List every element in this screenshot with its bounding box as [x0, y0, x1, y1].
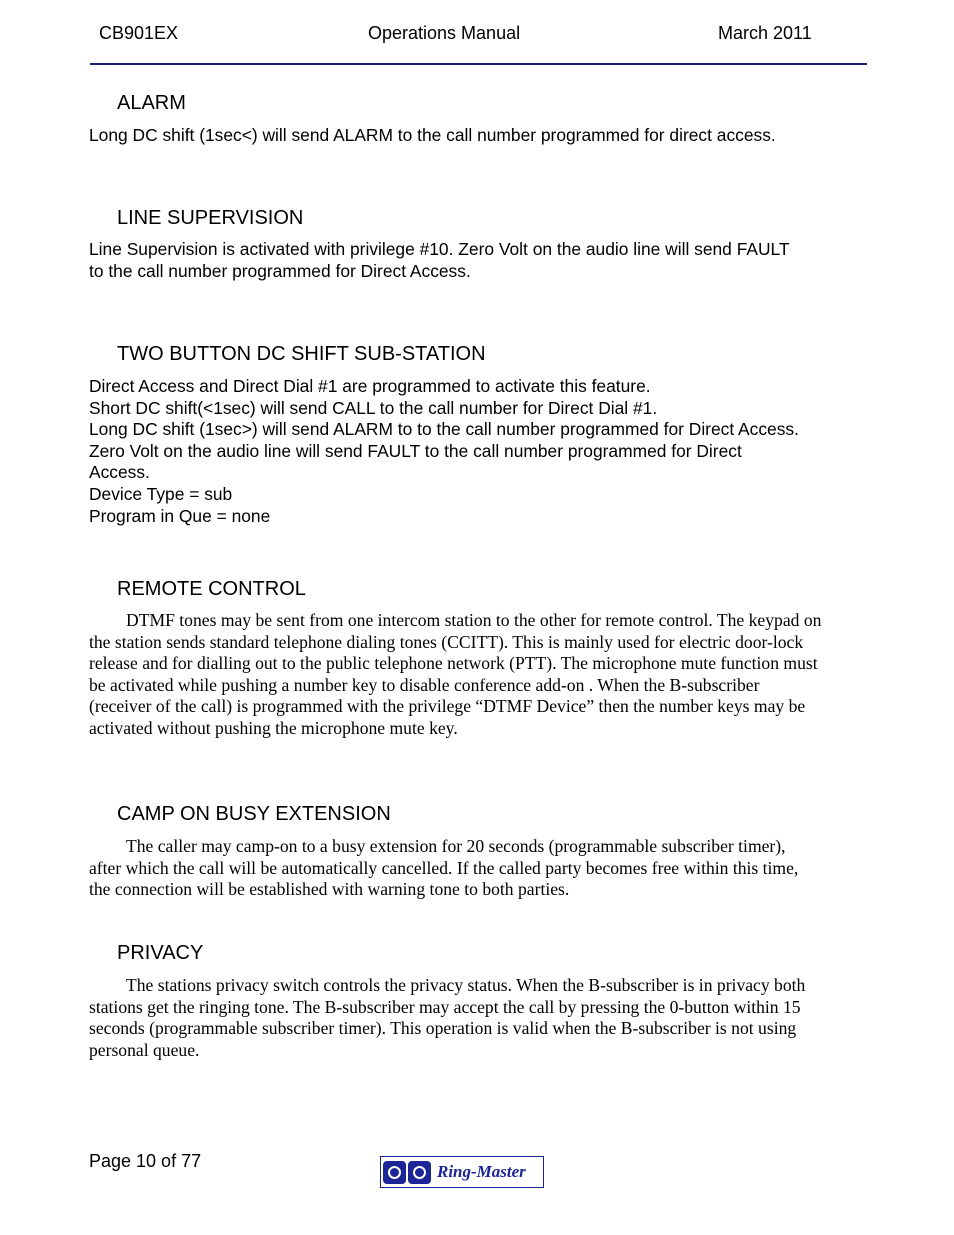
section-body-camp-on [89, 836, 869, 901]
section-heading-alarm: ALARM [117, 92, 186, 114]
header-date: March 2011 [718, 23, 812, 43]
body-line: the station sends standard telephone dialing tones (CCITT). This is mainly used for electric door-lock [89, 631, 804, 652]
section-heading-camp-on: CAMP ON BUSY EXTENSION [117, 803, 391, 825]
body-line: personal queue. [89, 1039, 200, 1060]
section-heading-privacy: PRIVACY [117, 942, 204, 964]
ring-logo-icon [408, 1161, 431, 1184]
body-line: Direct Access and Direct Dial #1 are programmed to activate this feature. [89, 376, 651, 396]
section-heading-two-button: TWO BUTTON DC SHIFT SUB-STATION [117, 343, 486, 365]
body-line: The caller may camp-on to a busy extension for 20 seconds (programmable subscriber timer), [126, 836, 786, 856]
section-body-remote-control [89, 610, 869, 740]
ring-logo-icon [383, 1161, 406, 1184]
body-line: Program in Que = none [89, 505, 271, 526]
page-number: Page 10 of 77 [89, 1151, 202, 1171]
body-line: stations get the ringing tone. The B-subscriber may accept the call by pressing the 0-button within 15 [89, 996, 801, 1017]
header-title: Operations Manual [368, 23, 521, 43]
header-doc-id: CB901EX [99, 23, 179, 43]
body-line: release and for dialling out to the public telephone network (PTT). The microphone mute function must [89, 653, 818, 674]
section-body-two-button [89, 376, 869, 527]
body-line: DTMF tones may be sent from one intercom station to the other for remote control. The keypad on [126, 610, 822, 630]
header-divider [90, 63, 867, 65]
body-line: after which the call will be automatically cancelled. If the called party becomes free within this time, [89, 857, 799, 878]
section-heading-remote-control: REMOTE CONTROL [117, 578, 306, 600]
section-body-privacy [89, 975, 869, 1061]
section-heading-line-supervision: LINE SUPERVISION [117, 207, 304, 229]
body-line: Access. [89, 462, 150, 483]
section-body-alarm [89, 125, 869, 147]
body-line: Device Type = sub [89, 483, 233, 504]
logo-text: Ring-Master [437, 1162, 526, 1181]
section-body-line-supervision [89, 239, 869, 282]
body-line: Long DC shift (1sec<) will send ALARM to the call number programmed for direct access. [89, 125, 776, 145]
body-line: Zero Volt on the audio line will send FAULT to the call number programmed for Direct [89, 440, 742, 461]
body-line: be activated while pushing a number key to disable conference add-on . When the B-subscriber [89, 674, 760, 695]
body-line: (receiver of the call) is programmed with the privilege “DTMF Device” then the number keys may be [89, 696, 806, 717]
body-line: the connection will be established with warning tone to both parties. [89, 879, 570, 900]
body-line: Short DC shift(<1sec) will send CALL to the call number for Direct Dial #1. [89, 397, 658, 418]
body-line: The stations privacy switch controls the privacy status. When the B-subscriber is in privacy both [126, 975, 806, 995]
ring-master-logo [380, 1156, 544, 1188]
body-line: seconds (programmable subscriber timer). This operation is valid when the B-subscriber is not using [89, 1018, 797, 1039]
body-line: to the call number programmed for Direct Access. [89, 260, 471, 281]
body-line: activated without pushing the microphone mute key. [89, 717, 458, 738]
body-line: Long DC shift (1sec>) will send ALARM to to the call number programmed for Direct Access. [89, 419, 799, 440]
body-line: Line Supervision is activated with privilege #10. Zero Volt on the audio line will send FAULT [89, 239, 790, 259]
